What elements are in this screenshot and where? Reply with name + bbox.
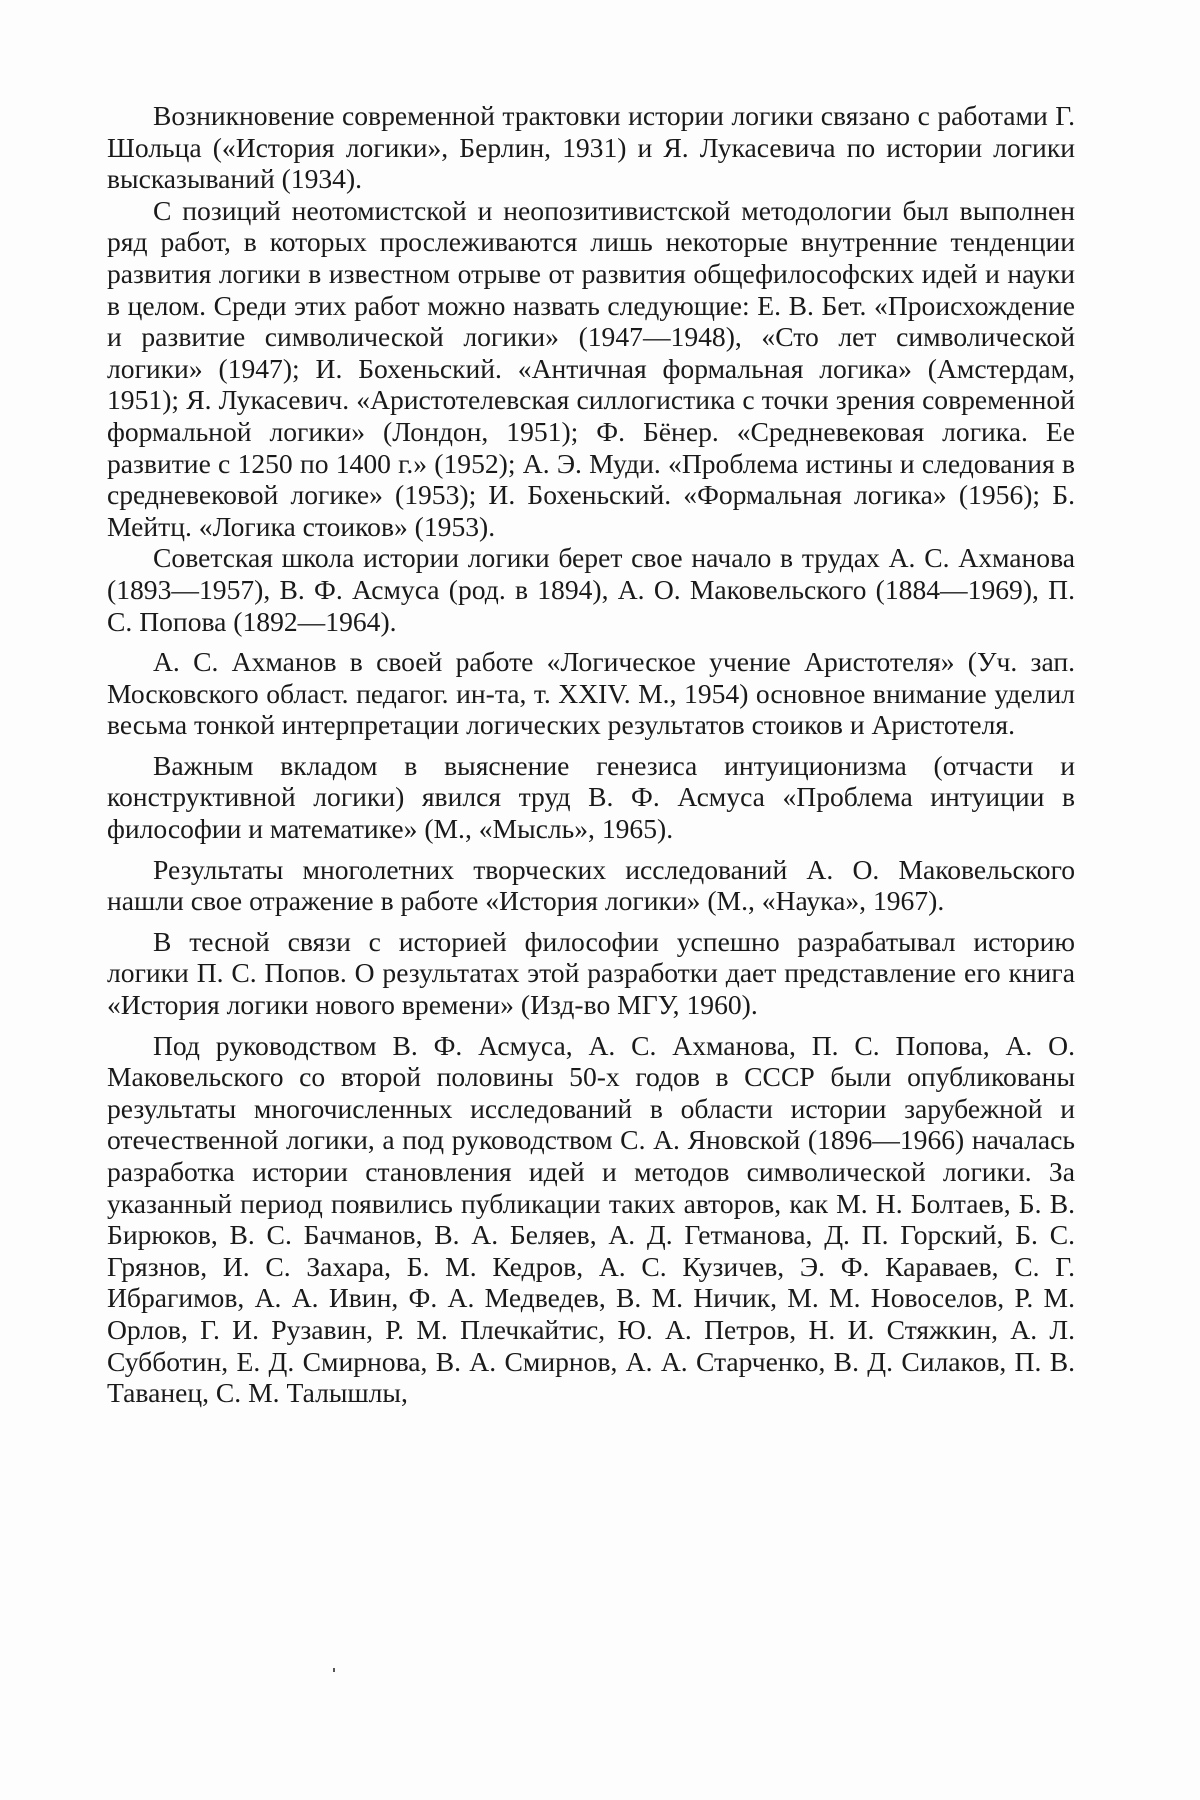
paragraph-1: Возникновение современной трактовки истории логики связано с работами Г. Шольца («История логики», Берлин, 1931) и Я. Лукасевича по истории логики высказываний (1934). [107,100,1075,195]
paragraph-6: Результаты многолетних творческих исследований А. О. Маковельского нашли свое отражение в работе «История логики» (М., «Наука», 1967). [107,853,1075,917]
paragraph-7: В тесной связи с историей философии успешно разрабатывал историю логики П. С. Попов. О результатах этой разработки дает представление его книга «История логики нового времени» (Изд-во МГУ, 1960). [107,925,1075,1021]
page-text [107,100,1075,1409]
paragraph-2: С позиций неотомистской и неопозитивистской методологии был выполнен ряд работ, в которых прослеживаются лишь некоторые внутренние тенденции развития логики в известном отрыве от развития общефилософских идей и науки в целом. Среди этих работ можно назвать следующие: Е. В. Бет. «Происхождение и развитие символической логики» (1947—1948), «Сто лет символической логики» (1947); И. Бохеньский. «Античная формальная логика» (Амстердам, 1951); Я. Лукасевич. «Аристотелевская силлогистика с точки зрения современной формальной логики» (Лондон, 1951); Ф. Бёнер. «Средневековая логика. Ее развитие с 1250 по 1400 г.» (1952); А. Э. Муди. «Проблема истины и следования в средневековой логике» (1953); И. Бохеньский. «Формальная логика» (1956); Б. Мейтц. «Логика стоиков» (1953). [107,194,1075,542]
paragraph-3: Советская школа истории логики берет свое начало в трудах А. С. Ахманова (1893—1957), В. Ф. Асмуса (род. в 1894), А. О. Маковельского (1884—1969), П. С. Попова (1892—1964). [107,542,1075,637]
paragraph-8: Под руководством В. Ф. Асмуса, А. С. Ахманова, П. С. Попова, А. О. Маковельского со второй половины 50-х годов в СССР были опубликованы результаты многочисленных исследований в области истории зарубежной и отечественной логики, а под руководством С. А. Яновской (1896—1966) началась разработка истории становления идей и методов символической логики. За указанный период появились публикации таких авторов, как М. Н. Болтаев, Б. В. Бирюков, В. С. Бачманов, В. А. Беляев, А. Д. Гетманова, Д. П. Горский, Б. С. Грязнов, И. С. Захара, Б. М. Кедров, А. С. Кузичев, Э. Ф. Караваев, С. Г. Ибрагимов, А. А. Ивин, Ф. А. Медведев, В. М. Ничик, М. М. Новоселов, Р. М. Орлов, Г. И. Рузавин, Р. М. Плечкайтис, Ю. А. Петров, Н. И. Стяжкин, А. Л. Субботин, Е. Д. Смирнова, В. А. Смирнов, А. А. Старченко, В. Д. Силаков, П. В. Таванец, С. М. Талышлы, [107,1029,1075,1409]
paragraph-4: А. С. Ахманов в своей работе «Логическое учение Аристотеля» (Уч. зап. Московского област. педагог. ин-та, т. XXIV. М., 1954) основное внимание уделил весьма тонкой интерпретации логических результатов стоиков и Аристотеля. [107,646,1075,741]
paragraph-5: Важным вкладом в выяснение генезиса интуиционизма (отчасти и конструктивной логики) явился труд В. Ф. Асмуса «Проблема интуиции в философии и математике» (М., «Мысль», 1965). [107,749,1075,845]
scan-speck [333,1668,335,1672]
